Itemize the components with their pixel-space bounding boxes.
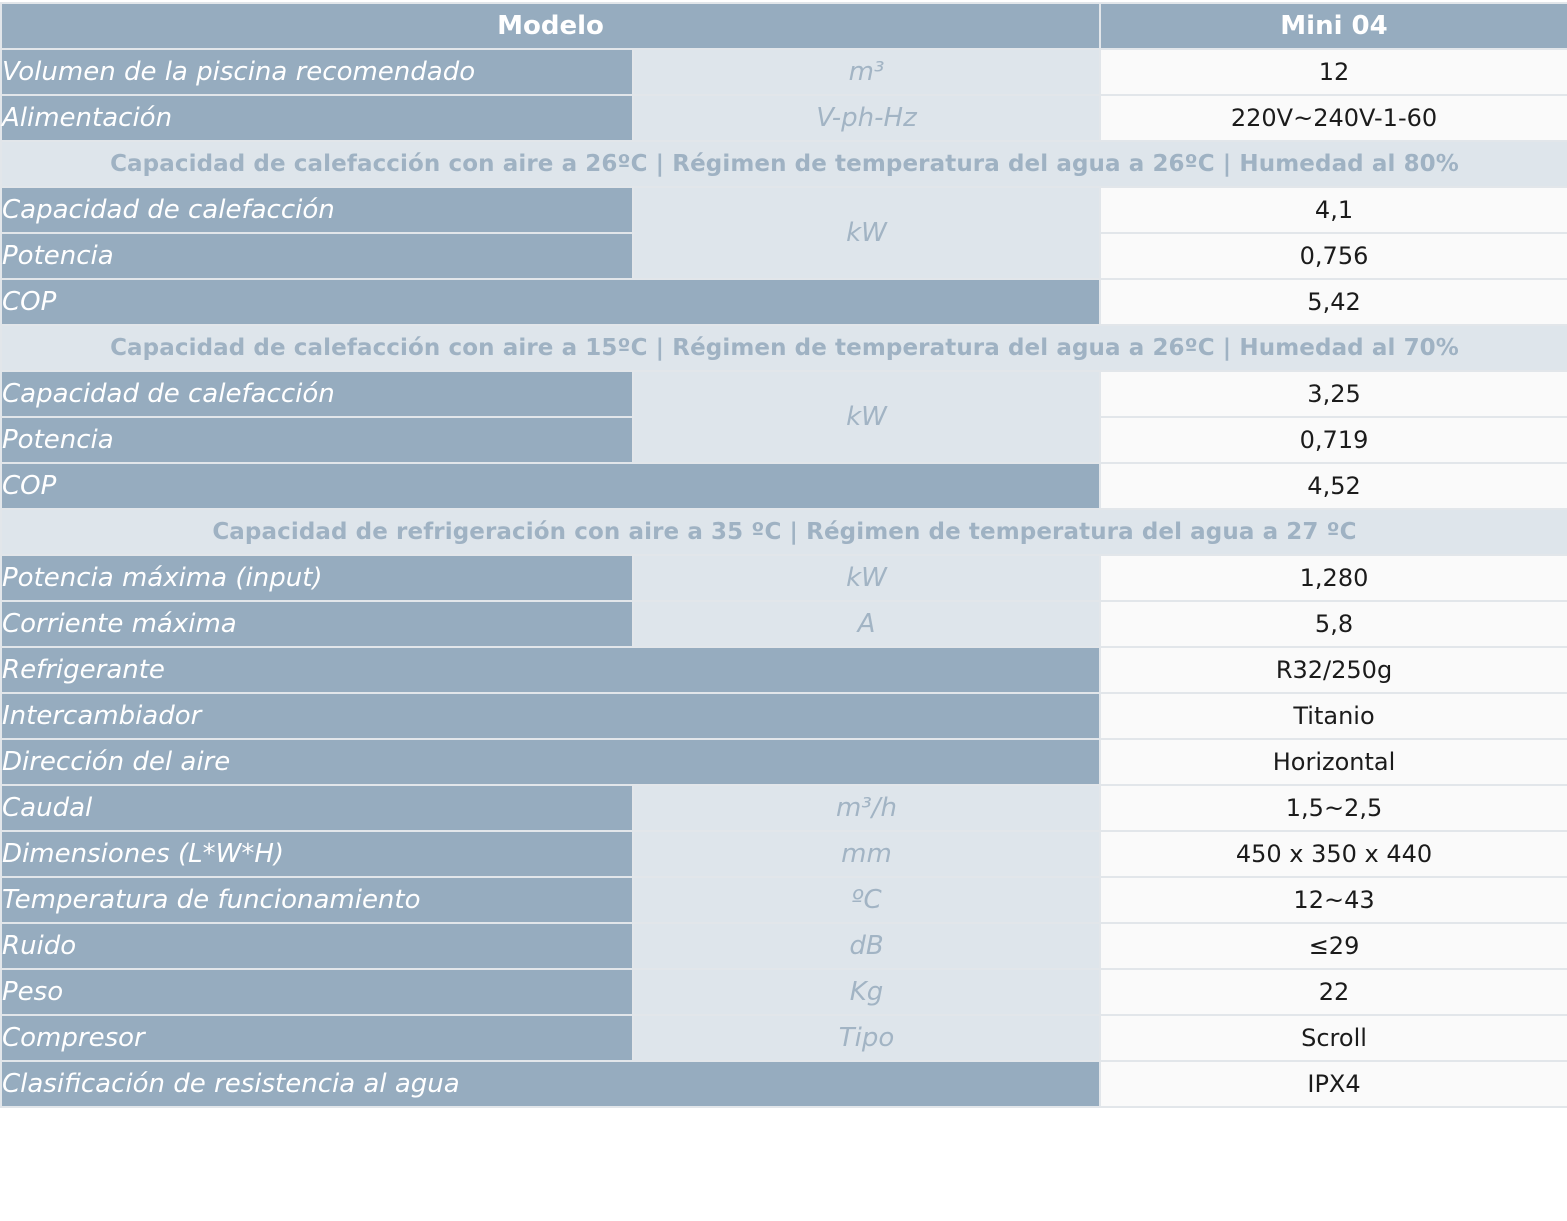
table-row [1, 831, 1567, 877]
row-label: Intercambiador [1, 693, 1100, 739]
row-label: Dimensiones (L*W*H) [1, 831, 633, 877]
row-label: Capacidad de calefacción [1, 371, 633, 417]
row-unit: mm [633, 831, 1100, 877]
row-label: COP [1, 463, 1100, 509]
table-row [1, 463, 1567, 509]
row-value: IPX4 [1100, 1061, 1567, 1107]
table-row [1, 49, 1567, 95]
row-unit: V-ph-Hz [633, 95, 1100, 141]
row-value: 0,719 [1100, 417, 1567, 463]
row-value: 0,756 [1100, 233, 1567, 279]
row-label: Capacidad de calefacción [1, 187, 633, 233]
table-row [1, 555, 1567, 601]
row-value: Titanio [1100, 693, 1567, 739]
table-row [1, 923, 1567, 969]
section-row [1, 325, 1567, 371]
table-row [1, 877, 1567, 923]
model-header-label: Modelo [1, 3, 1100, 49]
section-heading: Capacidad de calefacción con aire a 15ºC | Régimen de temperatura del agua a 26ºC | Humedad al 70% [1, 325, 1567, 371]
row-label: Ruido [1, 923, 633, 969]
row-label: Compresor [1, 1015, 633, 1061]
section-row [1, 509, 1567, 555]
row-value: 5,8 [1100, 601, 1567, 647]
table-row [1, 601, 1567, 647]
row-value: 12 [1100, 49, 1567, 95]
table-row [1, 279, 1567, 325]
row-value: R32/250g [1100, 647, 1567, 693]
row-label: Refrigerante [1, 647, 1100, 693]
row-label: COP [1, 279, 1100, 325]
row-unit: A [633, 601, 1100, 647]
table-row [1, 371, 1567, 417]
row-label: Clasificación de resistencia al agua [1, 1061, 1100, 1107]
row-label: Volumen de la piscina recomendado [1, 49, 633, 95]
row-label: Potencia máxima (input) [1, 555, 633, 601]
row-value: 12~43 [1100, 877, 1567, 923]
header-row [1, 3, 1567, 49]
row-unit: kW [633, 371, 1100, 463]
row-value: 1,5~2,5 [1100, 785, 1567, 831]
row-label: Alimentación [1, 95, 633, 141]
table-row [1, 647, 1567, 693]
row-value: 4,1 [1100, 187, 1567, 233]
row-unit: kW [633, 187, 1100, 279]
section-row [1, 141, 1567, 187]
row-value: 3,25 [1100, 371, 1567, 417]
row-unit: m³ [633, 49, 1100, 95]
table-row [1, 1015, 1567, 1061]
row-value: 450 x 350 x 440 [1100, 831, 1567, 877]
row-value: 5,42 [1100, 279, 1567, 325]
row-unit: Kg [633, 969, 1100, 1015]
row-unit: m³/h [633, 785, 1100, 831]
row-unit: ºC [633, 877, 1100, 923]
row-label: Dirección del aire [1, 739, 1100, 785]
section-heading: Capacidad de calefacción con aire a 26ºC | Régimen de temperatura del agua a 26ºC | Humedad al 80% [1, 141, 1567, 187]
row-label: Potencia [1, 233, 633, 279]
row-unit: kW [633, 555, 1100, 601]
row-unit: dB [633, 923, 1100, 969]
row-value: 4,52 [1100, 463, 1567, 509]
table-row [1, 785, 1567, 831]
row-value: Horizontal [1100, 739, 1567, 785]
table-row [1, 739, 1567, 785]
row-value: ≤29 [1100, 923, 1567, 969]
row-label: Peso [1, 969, 633, 1015]
row-label: Corriente máxima [1, 601, 633, 647]
row-label: Potencia [1, 417, 633, 463]
table-row [1, 969, 1567, 1015]
spec-table [0, 2, 1567, 1108]
section-heading: Capacidad de refrigeración con aire a 35 ºC | Régimen de temperatura del agua a 27 ºC [1, 509, 1567, 555]
table-row [1, 1061, 1567, 1107]
table-row [1, 187, 1567, 233]
row-label: Caudal [1, 785, 633, 831]
row-value: 22 [1100, 969, 1567, 1015]
row-label: Temperatura de funcionamiento [1, 877, 633, 923]
row-value: 220V~240V-1-60 [1100, 95, 1567, 141]
row-value: Scroll [1100, 1015, 1567, 1061]
model-header-name: Mini 04 [1100, 3, 1567, 49]
row-value: 1,280 [1100, 555, 1567, 601]
table-row [1, 95, 1567, 141]
row-unit: Tipo [633, 1015, 1100, 1061]
table-row [1, 693, 1567, 739]
